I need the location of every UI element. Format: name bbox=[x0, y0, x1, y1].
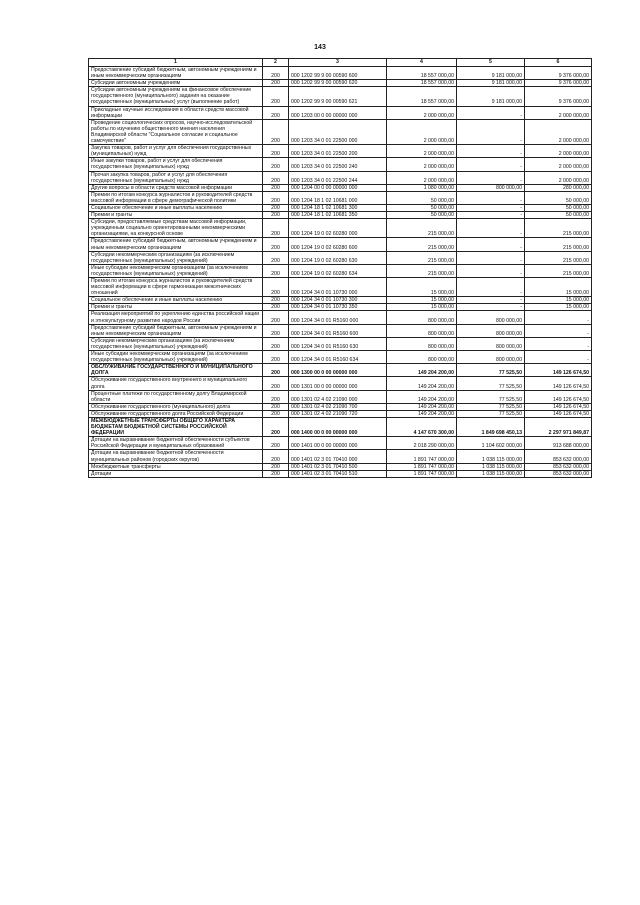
row-admin-code-cell: 200 bbox=[263, 410, 289, 417]
header-col-1: 1 bbox=[89, 59, 263, 67]
row-admin-code-cell: 200 bbox=[263, 119, 289, 144]
row-regional-amount-cell: 215 000,00 bbox=[525, 251, 592, 264]
row-federal-amount-cell: 77 525,50 bbox=[457, 410, 525, 417]
table-row bbox=[89, 410, 592, 417]
row-regional-amount-cell: 2 000 000,00 bbox=[525, 145, 592, 158]
row-admin-code-cell: 200 bbox=[263, 311, 289, 324]
row-regional-amount-cell: 15 000,00 bbox=[525, 297, 592, 304]
row-federal-amount-cell: 800 000,00 bbox=[457, 184, 525, 191]
row-regional-amount-cell: 280 000,00 bbox=[525, 184, 592, 191]
row-approved-amount-cell: 215 000,00 bbox=[387, 219, 457, 238]
table-row bbox=[89, 364, 592, 377]
row-admin-code-cell: 200 bbox=[263, 80, 289, 87]
table-row bbox=[89, 238, 592, 251]
row-approved-amount-cell: 18 557 000,00 bbox=[387, 87, 457, 106]
row-federal-amount-cell: - bbox=[457, 264, 525, 277]
row-budget-code-cell: 000 1401 02 3 01 70410 000 bbox=[289, 450, 387, 463]
row-admin-code-cell: 200 bbox=[263, 364, 289, 377]
row-admin-code-cell: 200 bbox=[263, 87, 289, 106]
row-regional-amount-cell: 50 000,00 bbox=[525, 212, 592, 219]
row-regional-amount-cell: 9 376 000,00 bbox=[525, 87, 592, 106]
row-federal-amount-cell: - bbox=[457, 204, 525, 211]
row-federal-amount-cell: 800 000,00 bbox=[457, 324, 525, 337]
row-approved-amount-cell: 15 000,00 bbox=[387, 278, 457, 297]
row-budget-code-cell: 000 1204 34 0 01 R5160 634 bbox=[289, 351, 387, 364]
row-name-cell: Премии по итогам конкурса журналистов и руководителей средств массовой информации в сфере демографической политики bbox=[89, 191, 263, 204]
row-budget-code-cell: 000 1204 34 0 01 10730 300 bbox=[289, 297, 387, 304]
table-row bbox=[89, 87, 592, 106]
row-regional-amount-cell: 149 126 674,50 bbox=[525, 377, 592, 390]
table-row bbox=[89, 219, 592, 238]
row-admin-code-cell: 200 bbox=[263, 278, 289, 297]
row-federal-amount-cell: 800 000,00 bbox=[457, 351, 525, 364]
row-budget-code-cell: 000 1204 18 1 02 10681 350 bbox=[289, 212, 387, 219]
row-regional-amount-cell: 215 000,00 bbox=[525, 264, 592, 277]
row-admin-code-cell: 200 bbox=[263, 67, 289, 80]
row-admin-code-cell: 200 bbox=[263, 337, 289, 350]
row-admin-code-cell: 200 bbox=[263, 184, 289, 191]
row-federal-amount-cell: 1 038 115 000,00 bbox=[457, 450, 525, 463]
table-row bbox=[89, 106, 592, 119]
table-row bbox=[89, 337, 592, 350]
row-approved-amount-cell: 215 000,00 bbox=[387, 251, 457, 264]
row-admin-code-cell: 200 bbox=[263, 390, 289, 403]
row-federal-amount-cell: - bbox=[457, 171, 525, 184]
row-federal-amount-cell: - bbox=[457, 158, 525, 171]
row-budget-code-cell: 000 1203 34 0 01 22500 200 bbox=[289, 145, 387, 158]
row-budget-code-cell: 000 1204 34 0 01 10730 350 bbox=[289, 304, 387, 311]
row-admin-code-cell: 200 bbox=[263, 324, 289, 337]
row-budget-code-cell: 000 1203 34 0 01 22500 000 bbox=[289, 119, 387, 144]
row-federal-amount-cell: 9 181 000,00 bbox=[457, 67, 525, 80]
row-approved-amount-cell: 800 000,00 bbox=[387, 324, 457, 337]
row-approved-amount-cell: 215 000,00 bbox=[387, 238, 457, 251]
row-name-cell: Межбюджетные трансферты bbox=[89, 463, 263, 470]
row-approved-amount-cell: 15 000,00 bbox=[387, 304, 457, 311]
row-approved-amount-cell: 50 000,00 bbox=[387, 212, 457, 219]
table-row bbox=[89, 278, 592, 297]
table-row bbox=[89, 145, 592, 158]
header-col-4: 4 bbox=[387, 59, 457, 67]
row-budget-code-cell: 000 1401 02 3 01 70410 500 bbox=[289, 463, 387, 470]
table-row bbox=[89, 324, 592, 337]
table-row bbox=[89, 390, 592, 403]
table-row bbox=[89, 351, 592, 364]
header-col-3: 3 bbox=[289, 59, 387, 67]
row-name-cell: Иные субсидии некоммерческим организациям (за исключением государственных (муниципальных) учреждений) bbox=[89, 264, 263, 277]
table-row bbox=[89, 158, 592, 171]
row-approved-amount-cell: 149 204 200,00 bbox=[387, 410, 457, 417]
row-budget-code-cell: 000 1203 00 0 00 00000 000 bbox=[289, 106, 387, 119]
row-approved-amount-cell: 149 204 200,00 bbox=[387, 364, 457, 377]
row-regional-amount-cell: 853 632 000,00 bbox=[525, 470, 592, 477]
row-name-cell: Обслуживание государственного внутреннего и муниципального долга bbox=[89, 377, 263, 390]
row-budget-code-cell: 000 1301 02 4 02 21090 000 bbox=[289, 390, 387, 403]
table-row bbox=[89, 191, 592, 204]
row-regional-amount-cell: 215 000,00 bbox=[525, 238, 592, 251]
row-budget-code-cell: 000 1301 00 0 00 00000 000 bbox=[289, 377, 387, 390]
row-approved-amount-cell: 1 891 747 000,00 bbox=[387, 450, 457, 463]
row-approved-amount-cell: 215 000,00 bbox=[387, 264, 457, 277]
row-budget-code-cell: 000 1204 34 0 01 R5160 000 bbox=[289, 311, 387, 324]
table-row bbox=[89, 311, 592, 324]
row-budget-code-cell: 000 1401 02 3 01 70410 510 bbox=[289, 470, 387, 477]
row-approved-amount-cell: 18 557 000,00 bbox=[387, 80, 457, 87]
row-approved-amount-cell: 800 000,00 bbox=[387, 311, 457, 324]
row-admin-code-cell: 200 bbox=[263, 219, 289, 238]
row-name-cell: Премии и гранты bbox=[89, 304, 263, 311]
row-name-cell: Предоставление субсидий бюджетным, автономным учреждениям и иным некоммерческим организациям bbox=[89, 324, 263, 337]
row-admin-code-cell: 200 bbox=[263, 264, 289, 277]
row-admin-code-cell: 200 bbox=[263, 145, 289, 158]
row-name-cell: Субсидии некоммерческим организациям (за исключением государственных (муниципальных) учреждений) bbox=[89, 337, 263, 350]
row-admin-code-cell: 200 bbox=[263, 463, 289, 470]
row-federal-amount-cell: - bbox=[457, 145, 525, 158]
row-budget-code-cell: 000 1204 18 1 02 10681 300 bbox=[289, 204, 387, 211]
table-row bbox=[89, 417, 592, 436]
row-approved-amount-cell: 2 000 000,00 bbox=[387, 119, 457, 144]
row-federal-amount-cell: 9 181 000,00 bbox=[457, 87, 525, 106]
row-admin-code-cell: 200 bbox=[263, 204, 289, 211]
budget-table bbox=[88, 58, 592, 478]
row-federal-amount-cell: 77 525,50 bbox=[457, 364, 525, 377]
table-row bbox=[89, 264, 592, 277]
row-approved-amount-cell: 2 000 000,00 bbox=[387, 171, 457, 184]
table-row bbox=[89, 212, 592, 219]
row-admin-code-cell: 200 bbox=[263, 171, 289, 184]
row-federal-amount-cell: 1 104 602 000,00 bbox=[457, 437, 525, 450]
table-row bbox=[89, 297, 592, 304]
row-admin-code-cell: 200 bbox=[263, 377, 289, 390]
row-budget-code-cell: 000 1204 34 0 01 R5160 600 bbox=[289, 324, 387, 337]
row-budget-code-cell: 000 1203 34 0 01 22500 244 bbox=[289, 171, 387, 184]
row-name-cell: Субсидии некоммерческим организациям (за исключением государственных (муниципальных) учреждений) bbox=[89, 251, 263, 264]
row-name-cell: Прочая закупка товаров, работ и услуг для обеспечения государственных (муниципальных) нужд bbox=[89, 171, 263, 184]
row-budget-code-cell: 000 1204 19 0 02 60280 000 bbox=[289, 219, 387, 238]
row-regional-amount-cell: 50 000,00 bbox=[525, 204, 592, 211]
row-federal-amount-cell: 1 038 115 000,00 bbox=[457, 470, 525, 477]
row-regional-amount-cell: 149 126 674,50 bbox=[525, 390, 592, 403]
row-admin-code-cell: 200 bbox=[263, 417, 289, 436]
row-approved-amount-cell: 2 018 290 000,00 bbox=[387, 437, 457, 450]
row-federal-amount-cell: 77 525,50 bbox=[457, 377, 525, 390]
row-admin-code-cell: 200 bbox=[263, 403, 289, 410]
row-budget-code-cell: 000 1203 34 0 01 22500 240 bbox=[289, 158, 387, 171]
row-federal-amount-cell: - bbox=[457, 106, 525, 119]
row-federal-amount-cell: 9 181 000,00 bbox=[457, 80, 525, 87]
row-approved-amount-cell: 1 891 747 000,00 bbox=[387, 470, 457, 477]
row-regional-amount-cell: 853 632 000,00 bbox=[525, 450, 592, 463]
row-budget-code-cell: 000 1204 34 0 01 R5160 630 bbox=[289, 337, 387, 350]
row-name-cell: Дотации bbox=[89, 470, 263, 477]
row-federal-amount-cell: - bbox=[457, 119, 525, 144]
row-budget-code-cell: 000 1204 34 0 01 10730 000 bbox=[289, 278, 387, 297]
row-name-cell: Социальное обеспечение и иные выплаты населению bbox=[89, 204, 263, 211]
table-row bbox=[89, 437, 592, 450]
row-regional-amount-cell: 9 376 000,00 bbox=[525, 80, 592, 87]
row-budget-code-cell: 000 1204 18 1 02 10681 000 bbox=[289, 191, 387, 204]
row-admin-code-cell: 200 bbox=[263, 470, 289, 477]
row-budget-code-cell: 000 1202 99 9 00 00590 620 bbox=[289, 80, 387, 87]
table-row bbox=[89, 463, 592, 470]
row-approved-amount-cell: 1 080 000,00 bbox=[387, 184, 457, 191]
row-regional-amount-cell: 50 000,00 bbox=[525, 191, 592, 204]
row-regional-amount-cell: 215 000,00 bbox=[525, 219, 592, 238]
row-federal-amount-cell: 800 000,00 bbox=[457, 337, 525, 350]
page-number: 143 bbox=[314, 44, 326, 51]
row-budget-code-cell: 000 1301 02 4 02 21090 700 bbox=[289, 403, 387, 410]
row-regional-amount-cell: 149 126 674,50 bbox=[525, 403, 592, 410]
row-budget-code-cell: 000 1400 00 0 00 00000 000 bbox=[289, 417, 387, 436]
row-approved-amount-cell: 149 204 200,00 bbox=[387, 377, 457, 390]
row-budget-code-cell: 000 1204 19 0 02 60280 634 bbox=[289, 264, 387, 277]
row-name-cell: Обслуживание государственного долга Российской Федерации bbox=[89, 410, 263, 417]
row-name-cell: Дотации на выравнивание бюджетной обеспеченности муниципальных районов (городских округов) bbox=[89, 450, 263, 463]
row-name-cell: Реализация мероприятий по укреплению единства российской нации и этнокультурному развитию народов России bbox=[89, 311, 263, 324]
header-col-6: 6 bbox=[525, 59, 592, 67]
table-row bbox=[89, 450, 592, 463]
row-federal-amount-cell: 800 000,00 bbox=[457, 311, 525, 324]
row-name-cell: Субсидии, предоставляемые средствам массовой информации, учрежденным социально ориентированными некоммерческими организациями, на конкурсной основе bbox=[89, 219, 263, 238]
row-approved-amount-cell: 50 000,00 bbox=[387, 204, 457, 211]
row-admin-code-cell: 200 bbox=[263, 106, 289, 119]
row-name-cell: Иные субсидии некоммерческим организациям (за исключением государственных (муниципальных) учреждений) bbox=[89, 351, 263, 364]
row-approved-amount-cell: 15 000,00 bbox=[387, 297, 457, 304]
row-approved-amount-cell: 4 147 670 300,00 bbox=[387, 417, 457, 436]
table-row bbox=[89, 470, 592, 477]
row-name-cell: Субсидии автономным учреждениям bbox=[89, 80, 263, 87]
row-regional-amount-cell: 15 000,00 bbox=[525, 304, 592, 311]
row-admin-code-cell: 200 bbox=[263, 212, 289, 219]
row-approved-amount-cell: 149 204 200,00 bbox=[387, 390, 457, 403]
row-regional-amount-cell: 2 000 000,00 bbox=[525, 119, 592, 144]
row-federal-amount-cell: - bbox=[457, 278, 525, 297]
row-name-cell: Субсидии автономным учреждениям на финансовое обеспечение государственного (муниципального) задания на оказание государственных (муниципальных) услуг (выполнение работ) bbox=[89, 87, 263, 106]
row-approved-amount-cell: 2 000 000,00 bbox=[387, 106, 457, 119]
row-federal-amount-cell: 1 038 115 000,00 bbox=[457, 463, 525, 470]
row-approved-amount-cell: 50 000,00 bbox=[387, 191, 457, 204]
row-budget-code-cell: 000 1202 99 9 00 00590 621 bbox=[289, 87, 387, 106]
table-row bbox=[89, 403, 592, 410]
row-approved-amount-cell: 800 000,00 bbox=[387, 337, 457, 350]
row-approved-amount-cell: 1 891 747 000,00 bbox=[387, 463, 457, 470]
row-name-cell: Социальное обеспечение и иные выплаты населению bbox=[89, 297, 263, 304]
row-name-cell: Прикладные научные исследования в области средств массовой информации bbox=[89, 106, 263, 119]
table-row bbox=[89, 67, 592, 80]
row-admin-code-cell: 200 bbox=[263, 238, 289, 251]
row-admin-code-cell: 200 bbox=[263, 450, 289, 463]
row-approved-amount-cell: 149 204 200,00 bbox=[387, 403, 457, 410]
row-regional-amount-cell: 2 000 000,00 bbox=[525, 106, 592, 119]
row-name-cell: Проведение социологических опросов, научно-исследовательской работы по изучению общественного мнения населения Владимирской области "Социальное согласие и социальное самочувствие" bbox=[89, 119, 263, 144]
row-regional-amount-cell: - bbox=[525, 337, 592, 350]
row-federal-amount-cell: - bbox=[457, 297, 525, 304]
row-federal-amount-cell: 77 525,50 bbox=[457, 390, 525, 403]
table-row bbox=[89, 184, 592, 191]
row-regional-amount-cell: 149 126 674,50 bbox=[525, 410, 592, 417]
row-regional-amount-cell: 149 126 674,50 bbox=[525, 364, 592, 377]
row-federal-amount-cell: - bbox=[457, 238, 525, 251]
row-name-cell: Предоставление субсидий бюджетным, автономным учреждениям и иным некоммерческим организациям bbox=[89, 238, 263, 251]
row-approved-amount-cell: 800 000,00 bbox=[387, 351, 457, 364]
table-row bbox=[89, 171, 592, 184]
table-row bbox=[89, 80, 592, 87]
row-name-cell: Иные закупки товаров, работ и услуг для обеспечения государственных (муниципальных) нужд bbox=[89, 158, 263, 171]
row-admin-code-cell: 200 bbox=[263, 158, 289, 171]
row-name-cell: Премии и гранты bbox=[89, 212, 263, 219]
row-admin-code-cell: 200 bbox=[263, 297, 289, 304]
row-federal-amount-cell: 1 849 698 450,13 bbox=[457, 417, 525, 436]
row-admin-code-cell: 200 bbox=[263, 191, 289, 204]
row-regional-amount-cell: - bbox=[525, 351, 592, 364]
row-budget-code-cell: 000 1301 02 4 02 21090 720 bbox=[289, 410, 387, 417]
row-federal-amount-cell: - bbox=[457, 191, 525, 204]
header-row bbox=[89, 59, 592, 67]
row-federal-amount-cell: - bbox=[457, 251, 525, 264]
row-admin-code-cell: 200 bbox=[263, 437, 289, 450]
row-name-cell: Обслуживание государственного (муниципального) долга bbox=[89, 403, 263, 410]
row-name-cell: Дотации на выравнивание бюджетной обеспеченности субъектов Российской Федерации и муниципальных образований bbox=[89, 437, 263, 450]
row-admin-code-cell: 200 bbox=[263, 351, 289, 364]
row-name-cell: Предоставление субсидий бюджетным, автономным учреждениям и иным некоммерческим организациям bbox=[89, 67, 263, 80]
table-body bbox=[89, 67, 592, 478]
row-budget-code-cell: 000 1401 00 0 00 00000 000 bbox=[289, 437, 387, 450]
row-name-cell: Премии по итогам конкурса журналистов и руководителей средств массовой информации в сфере гармонизации межэтнических отношений bbox=[89, 278, 263, 297]
table-row bbox=[89, 304, 592, 311]
header-col-2: 2 bbox=[263, 59, 289, 67]
row-regional-amount-cell: 2 000 000,00 bbox=[525, 158, 592, 171]
row-regional-amount-cell: 913 688 000,00 bbox=[525, 437, 592, 450]
row-regional-amount-cell: 15 000,00 bbox=[525, 278, 592, 297]
row-federal-amount-cell: - bbox=[457, 212, 525, 219]
row-budget-code-cell: 000 1204 19 0 02 60280 600 bbox=[289, 238, 387, 251]
row-name-cell: Процентные платежи по государственному долгу Владимирской области bbox=[89, 390, 263, 403]
row-admin-code-cell: 200 bbox=[263, 304, 289, 311]
row-budget-code-cell: 000 1204 00 0 00 00000 000 bbox=[289, 184, 387, 191]
table-row bbox=[89, 377, 592, 390]
row-budget-code-cell: 000 1300 00 0 00 00000 000 bbox=[289, 364, 387, 377]
row-budget-code-cell: 000 1202 99 9 00 00590 600 bbox=[289, 67, 387, 80]
row-approved-amount-cell: 2 000 000,00 bbox=[387, 158, 457, 171]
table-row bbox=[89, 119, 592, 144]
table-row bbox=[89, 204, 592, 211]
row-regional-amount-cell: 2 297 971 849,87 bbox=[525, 417, 592, 436]
row-regional-amount-cell: 2 000 000,00 bbox=[525, 171, 592, 184]
row-name-cell: ОБСЛУЖИВАНИЕ ГОСУДАРСТВЕННОГО И МУНИЦИПАЛЬНОГО ДОЛГА bbox=[89, 364, 263, 377]
row-regional-amount-cell: - bbox=[525, 311, 592, 324]
row-regional-amount-cell: - bbox=[525, 324, 592, 337]
table-row bbox=[89, 251, 592, 264]
row-regional-amount-cell: 9 376 000,00 bbox=[525, 67, 592, 80]
header-col-5: 5 bbox=[457, 59, 525, 67]
row-name-cell: Закупка товаров, работ и услуг для обеспечения государственных (муниципальных) нужд bbox=[89, 145, 263, 158]
row-regional-amount-cell: 853 632 000,00 bbox=[525, 463, 592, 470]
row-approved-amount-cell: 18 557 000,00 bbox=[387, 67, 457, 80]
row-federal-amount-cell: - bbox=[457, 219, 525, 238]
row-name-cell: МЕЖБЮДЖЕТНЫЕ ТРАНСФЕРТЫ ОБЩЕГО ХАРАКТЕРА БЮДЖЕТАМ БЮДЖЕТНОЙ СИСТЕМЫ РОССИЙСКОЙ ФЕДЕРАЦИИ bbox=[89, 417, 263, 436]
row-name-cell: Другие вопросы в области средств массовой информации bbox=[89, 184, 263, 191]
row-approved-amount-cell: 2 000 000,00 bbox=[387, 145, 457, 158]
row-federal-amount-cell: 77 525,50 bbox=[457, 403, 525, 410]
row-admin-code-cell: 200 bbox=[263, 251, 289, 264]
row-federal-amount-cell: - bbox=[457, 304, 525, 311]
row-budget-code-cell: 000 1204 19 0 02 60280 630 bbox=[289, 251, 387, 264]
